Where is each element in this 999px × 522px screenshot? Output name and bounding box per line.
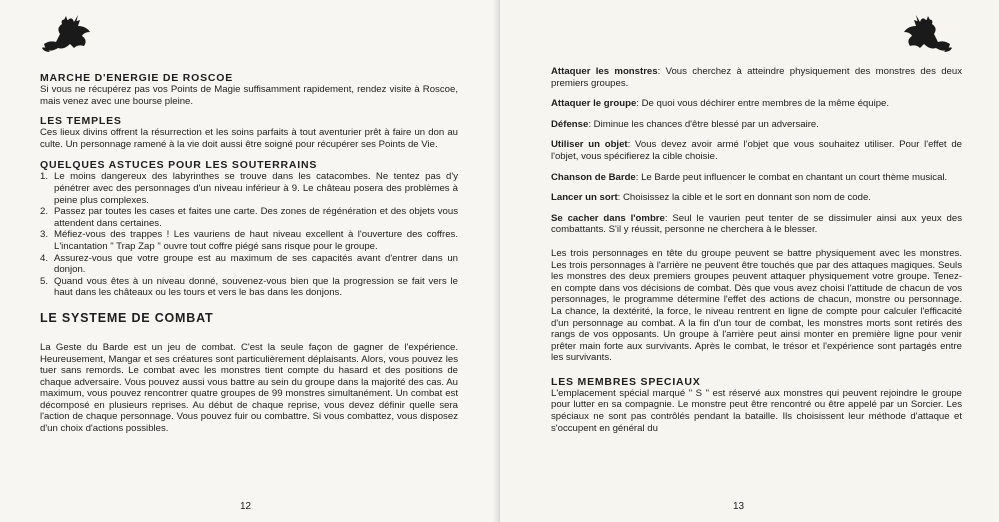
list-number: 1. [40, 171, 49, 183]
command-label: Attaquer les monstres [551, 66, 658, 77]
right-page-content [551, 66, 962, 434]
list-text: Passez par toutes les cases et faites une carte. Des zones de régénération et des objets vous attendent dans certaines. [54, 206, 458, 229]
left-page-content [40, 72, 458, 435]
list-text: Le moins dangereux des labyrinthes se trouve dans les catacombes. Ne tentez pas d'y pénétrer avec des personnages d'un niveau inférieur à 9. Le château posera des problèmes à peine plus complexes. [54, 171, 458, 206]
command-label: Lancer un sort [551, 192, 618, 204]
section-title: MARCHE D'ENERGIE DE ROSCOE [40, 72, 234, 84]
list-text: Assurez-vous que votre groupe est au maximum de ses capacités avant d'entrer dans un donjon. [54, 252, 458, 276]
command-label: Chanson de Barde [551, 171, 636, 183]
section-tips [40, 159, 458, 299]
command-label: Défense [551, 118, 589, 130]
command-entry [551, 119, 962, 131]
combat-text: La Geste du Barde est un jeu de combat. C'est la seule façon de gagner de l'expérience. Heureusement, Mangar et ses créatures sont particulièrement déplaisants. Alors, vous pouvez les tuer sans remords. Le combat avec les monstres tient compte du hasard et des positions de chaque adversaire. Vous pouvez aussi vous battre au sein du groupe dans la majorité des cas. Au maximum, vous pouvez rencontrer quatre groupes de 99 monstres simultanément. Un combat est décomposé en plusieurs reprises. Au début de chaque reprise, vous devez définir quelle sera l'action de chaque personnage. Vous pouvez fuir ou combattre. Si vous combattez, vous disposez d'un choix d'actions possibles. [40, 341, 458, 435]
section-text: Si vous ne récupérez pas vos Points de Magie suffisamment rapidement, rendez visite à Roscoe, mais venez avec une bourse pleine. [40, 84, 458, 107]
command-label: Se cacher dans l'ombre [551, 212, 665, 224]
combat-paragraph: Les trois personnages en tête du groupe peuvent se battre physiquement avec les monstres. Les trois personnages à l'arrière ne peuvent être touchés que par des attaques magiques. Seuls les monstres des deux premiers groupes peuvent attaquer physiquement votre groupe. Tenez-en compte dans vos décisions de combat. Dès que vous avez choisi l'attitude de chacun de vos personnages, le programme détermine l'effet des actions de chacun, monstre ou personnage. La chance, la dextérité, la force, le niveau rentrent en ligne de compte pour calculer l'efficacité d'un personnage au combat. A la fin d'un tour de combat, les monstres morts sont retirés des rangs de vos opposants. Un groupe à l'arrière peut ainsi monter en première ligne pour venir prêter main forte aux survivants. Après le combat, le trésor et l'expérience sont partagés entre les survivants. [551, 247, 962, 364]
list-item [40, 171, 458, 206]
list-item [40, 229, 458, 252]
command-entry [551, 98, 962, 110]
command-text: : Vous cherchez à atteindre physiquement des monstres des deux premiers groupes. [551, 66, 963, 89]
page-number: 12 [240, 501, 252, 512]
command-text: : Vous devez avoir armé l'objet que vous souhaitez utiliser. Pour l'effet de l'objet, vous spécifierez la cible choisie. [551, 139, 962, 162]
command-text: : Seul le vaurien peut tenter de se dissimuler ainsi aux yeux des combattants. S'il y réussit, personne ne cherchera à le blesser. [551, 212, 962, 236]
list-item [40, 253, 458, 276]
list-item [40, 206, 458, 229]
list-number: 3. [40, 229, 49, 241]
command-label: Attaquer le groupe [551, 98, 637, 110]
section-title: LES TEMPLES [40, 115, 122, 128]
list-number: 4. [40, 252, 49, 264]
section-temples [40, 115, 458, 150]
combat-heading: LE SYSTEME DE COMBAT [40, 310, 214, 325]
command-text: : De quoi vous déchirer entre membres de la même équipe. [636, 98, 890, 110]
command-label: Utiliser un objet [551, 139, 628, 151]
command-entry [551, 139, 962, 162]
dragon-icon [40, 14, 96, 54]
command-entry [551, 66, 962, 89]
tips-list [40, 171, 458, 299]
section-text: L'emplacement spécial marqué " S " est réservé aux monstres qui peuvent rejoindre le groupe pour lutter en sa compagnie. Le monstre peut être rencontré ou être appelé par un Sorcier. Les spéciaux ne sont pas contrôlés pendant la bataille. Ils choisissent leur méthode d'attaque et s'occupent en général du [551, 387, 962, 434]
command-entry [551, 192, 962, 204]
list-number: 5. [40, 275, 49, 287]
command-text: : Le Barde peut influencer le combat en chantant un court thème musical. [635, 171, 948, 183]
section-title: QUELQUES ASTUCES POUR LES SOUTERRAINS [40, 159, 318, 172]
list-text: Quand vous êtes à un niveau donné, souvenez-vous bien que la progression se fait vers le haut dans les châteaux ou les tours et vers le bas dans les donjons. [54, 275, 458, 299]
command-text: : Choisissez la cible et le sort en donnant son nom de code. [617, 192, 871, 204]
command-entry [551, 172, 962, 184]
page-number: 13 [733, 501, 745, 512]
section-text: Ces lieux divins offrent la résurrection et les soins parfaits à tout aventurier prêt à faire un don au culte. Un personnage ramené à la vie doit aussi être soigné pour récupérer ses Points de Vie. [40, 127, 458, 150]
list-text: Méfiez-vous des trappes ! Les vauriens de haut niveau excellent à l'ouverture des coffres. L'incantation " Trap Zap " ouvre tout coffre piégé sans risque pour le groupe. [54, 229, 458, 252]
list-number: 2. [40, 206, 49, 218]
section-roscoe [40, 72, 458, 107]
command-entry [551, 213, 962, 236]
section-title: LES MEMBRES SPECIAUX [551, 375, 701, 388]
command-text: : Diminue les chances d'être blessé par un adversaire. [588, 118, 819, 130]
dragon-icon [898, 14, 954, 54]
list-item [40, 276, 458, 299]
